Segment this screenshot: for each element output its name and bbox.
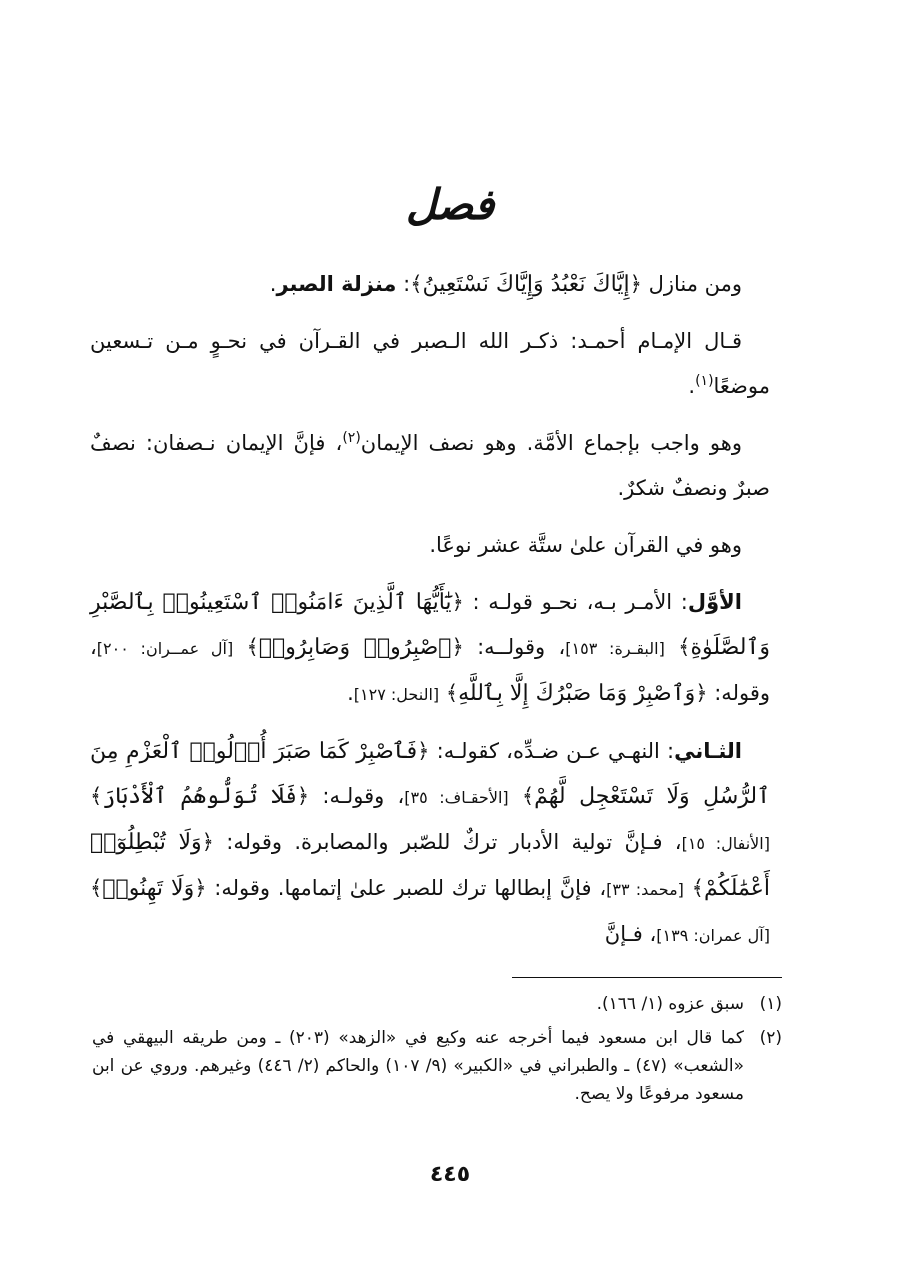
paragraph-4 xyxy=(90,523,770,568)
p2-end: . xyxy=(688,374,696,398)
verse-close-bracket: ﴾ xyxy=(691,876,704,900)
footnote-text: سبق عزوه (١/ ١٦٦). xyxy=(596,994,744,1014)
p6-text-a: : النهـي عـن ضـدِّه، كقولـه: xyxy=(436,739,675,763)
footnote-ref-2[interactable]: (٢) xyxy=(342,430,361,446)
paragraph-1: ومن منازل ﴿إِيَّاكَ نَعْبُدُ وَإِيَّاكَ نَسْتَعِينُ﴾: منزلة الصبر. xyxy=(269,272,742,297)
verse-open-bracket: ﴿ xyxy=(695,681,708,705)
p5-text-c: ، وقوله: xyxy=(90,635,770,705)
paragraph-6 xyxy=(90,729,770,958)
p6-text-e: ، فـإنَّ xyxy=(604,922,657,946)
footnote-divider xyxy=(512,977,782,978)
verse-close-bracket: ﴾ xyxy=(410,272,423,296)
verse-open-bracket: ﴿ xyxy=(451,635,464,659)
verse-open-bracket: ﴿ xyxy=(296,784,310,808)
p5-verse-2: ٱصْبِرُوا۟ وَصَابِرُوا۟ xyxy=(258,635,452,660)
p3-text-a: وهو واجب بإجماع الأمَّة. وهو نصف الإيمان xyxy=(360,431,742,455)
p5-text-b: ، وقولــه: xyxy=(477,635,566,659)
paragraph-2 xyxy=(90,319,770,409)
p6-label: الثـاني xyxy=(674,739,742,763)
p5-ref-1: [البقـرة: ١٥٣] xyxy=(565,639,665,658)
verse-close-bracket: ﴾ xyxy=(678,635,691,659)
p5-ref-3: [النحل: ١٢٧] xyxy=(353,685,440,704)
footnote-number: (٢) xyxy=(759,1028,782,1048)
p3-text-b: ، فإنَّ الإيمان نـصفان: نصفٌ صبرٌ ونصفٌ شكرٌ. xyxy=(90,431,770,500)
p6-ref-2: [الأنفال: ١٥] xyxy=(681,834,770,853)
p5-end: . xyxy=(347,681,354,705)
p6-ref-3: [محمد: ٣٣] xyxy=(606,880,684,899)
verse-close-bracket: ﴾ xyxy=(246,635,259,659)
p5-text-a: : الأمـر بـه، نحـو قولـه : xyxy=(472,590,688,614)
verse-close-bracket: ﴾ xyxy=(445,681,459,705)
verse-open-bracket: ﴿ xyxy=(629,272,642,296)
footnote-2 xyxy=(92,1024,782,1108)
verse-open-bracket: ﴿ xyxy=(417,739,430,763)
verse-close-bracket: ﴾ xyxy=(90,876,103,900)
footnote-ref-1[interactable]: (١) xyxy=(695,373,714,389)
footnote-text: كما قال ابن مسعود فيما أخرجه عنه وكيع في «الزهد» (٢٠٣) ـ ومن طريقه البيهقي في «الشعب» (٤٧) ـ والطبراني في «الكبير» (٩/ ١٠٧) والحاكم (٢/ ٤٤٦) وغيرهم. وروي عن ابن مسعود مرفوعًا ولا يصح. xyxy=(92,1028,745,1104)
p6-verse-4: وَلَا تَهِنُوا۟ xyxy=(102,876,195,901)
page-number: ٤٤٥ xyxy=(429,1162,471,1187)
main-text xyxy=(90,262,770,970)
chapter-title: فصل xyxy=(405,180,495,229)
footnote-1 xyxy=(92,990,782,1018)
p1-tail: . xyxy=(269,272,277,296)
p2-text: قـال الإمـام أحمـد: ذكـر الله الـصبر في القـرآن في نحـوٍ مـن تـسعين موضعًا xyxy=(90,329,770,398)
p6-text-c: ، فـإنَّ تولية الأدبار تركٌ للصّبر والمصابرة. وقوله: xyxy=(226,830,682,854)
p6-verse-2: فَلَا تُوَلُّوهُمُ ٱلْأَدْبَارَ xyxy=(102,784,297,809)
p6-text-d: ، فإنَّ إبطالها ترك للصبر علىٰ إتمامها. وقوله: xyxy=(214,876,607,900)
p5-verse-3: وَٱصْبِرْ وَمَا صَبْرُكَ إِلَّا بِٱللَّهِ xyxy=(458,681,696,706)
p1-heading: منزلة الصبر xyxy=(276,272,397,296)
p6-ref-4: [آل عمران: ١٣٩] xyxy=(656,926,770,945)
footnotes xyxy=(92,990,782,1114)
p6-ref-1: [الأحقـاف: ٣٥] xyxy=(404,788,509,807)
p5-label: الأوَّل xyxy=(687,590,742,614)
p5-verse-1: يَٰٓأَيُّهَا ٱلَّذِينَ ءَامَنُوا۟ ٱسْتَعِينُوا۟ بِٱلصَّبْرِ وَٱلصَّلَوٰةِ xyxy=(90,590,770,660)
p1-lead: ومن منازل xyxy=(648,272,742,296)
paragraph-5 xyxy=(90,580,770,717)
p4-text: وهو في القرآن علىٰ ستَّة عشر نوعًا. xyxy=(429,533,742,557)
paragraph-3 xyxy=(90,421,770,511)
p5-ref-2: [آل عمــران: ٢٠٠] xyxy=(96,639,234,658)
verse-open-bracket: ﴿ xyxy=(451,590,464,614)
verse-open-bracket: ﴿ xyxy=(201,830,214,854)
verse-close-bracket: ﴾ xyxy=(90,784,103,808)
footnote-number: (١) xyxy=(759,994,782,1014)
p6-verse-3: وَلَا تُبْطِلُوٓا۟ أَعْمَٰلَكُمْ xyxy=(90,830,770,901)
verse-close-bracket: ﴾ xyxy=(521,784,535,808)
p6-text-b: ، وقولـه: xyxy=(322,784,405,808)
p1-verse: إِيَّاكَ نَعْبُدُ وَإِيَّاكَ نَسْتَعِينُ xyxy=(422,272,630,297)
verse-open-bracket: ﴿ xyxy=(194,876,207,900)
p6-verse-1: فَٱصْبِرْ كَمَا صَبَرَ أُو۟لُوا۟ ٱلْعَزْمِ مِنَ ٱلرُّسُلِ وَلَا تَسْتَعْجِل لَّهُمْ xyxy=(90,739,770,809)
